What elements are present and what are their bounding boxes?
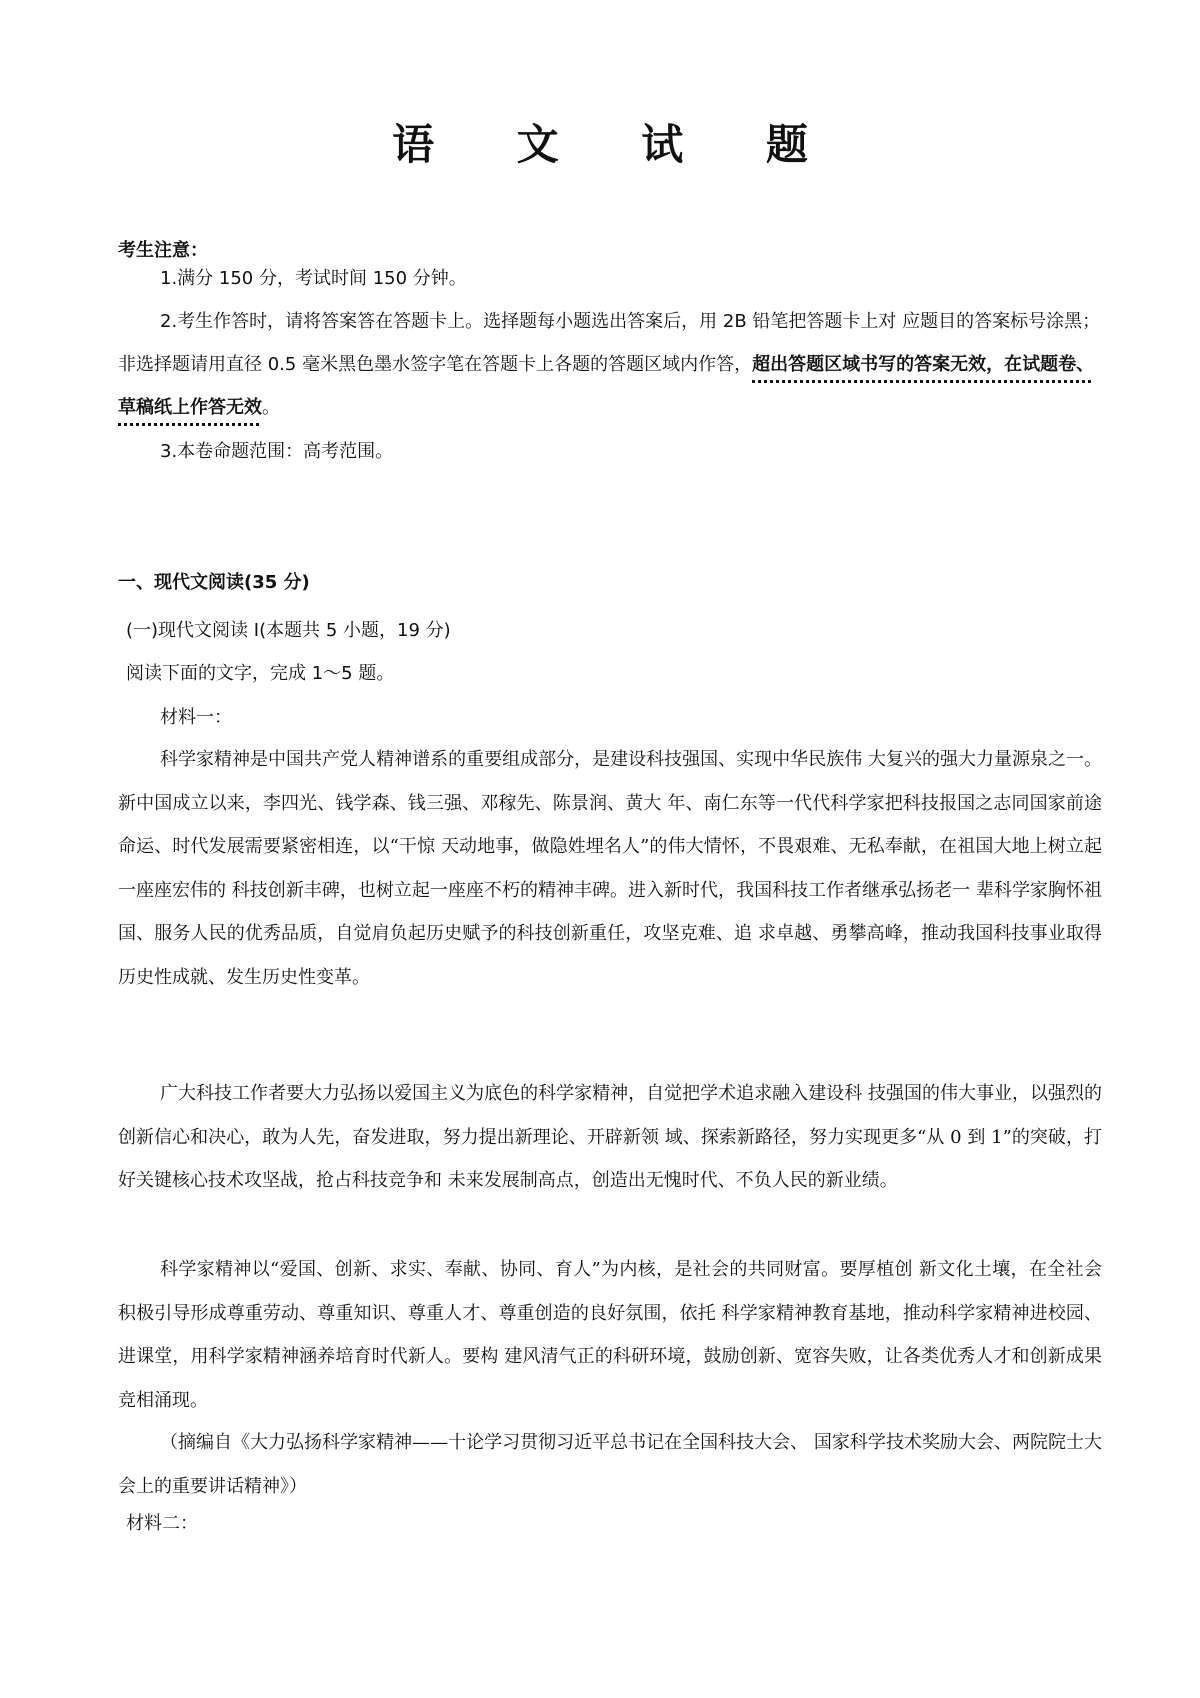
notice-item-3 xyxy=(118,430,1102,473)
notice-item-2 xyxy=(118,300,1102,429)
notice-item-1-text: 1.满分 150 分，考试时间 150 分钟。 xyxy=(160,268,467,289)
section-heading: 一、现代文阅读(35 分) xyxy=(118,572,310,593)
notice-item-2-emphasis: 超出答题区域书写的答案无效，在试题卷、草稿纸上作答无效 xyxy=(118,354,1095,418)
notice-item-2-end: 。 xyxy=(262,397,280,418)
page-title: 语 文 试 题 xyxy=(392,120,842,169)
material-1-paragraph-3: 科学家精神以“爱国、创新、求实、奉献、协同、育人”为内核，是社会的共同财富。要厚植创 新文化土壤，在全社会积极引导形成尊重劳动、尊重知识、尊重人才、尊重创造的良好氛围，依托 科学家精神教育基地，推动科学家精神进校园、进课堂，用科学家精神涵养培育时代新人。要构 建风清气正的科研环境，鼓励创新、宽容失败，让各类优秀人才和创新成果竞相涌现。 xyxy=(118,1259,1102,1411)
notice-item-2-text: 2.考生作答时，请将答案答在答题卡上。选择题每小题选出答案后，用 2B 铅笔把答题卡上对 应题目的答案标号涂黑；非选择题请用直径 0.5 毫米黑色墨水签字笔在答题卡上各题的答题区域内作答， xyxy=(118,311,1101,375)
notice-item-3-text: 3.本卷命题范围：高考范围。 xyxy=(160,441,394,462)
material-1-label: 材料一： xyxy=(160,707,232,728)
material-1-paragraph-2: 广大科技工作者要大力弘扬以爱国主义为底色的科学家精神，自觉把学术追求融入建设科 技强国的伟大事业，以强烈的创新信心和决心，敢为人先，奋发进取，努力提出新理论、开辟新领 域、探索新路径，努力实现更多“从 0 到 1”的突破，打好关键核心技术攻坚战，抢占科技竞争和 未来发展制高点，创造出无愧时代、不负人民的新业绩。 xyxy=(118,1083,1102,1192)
notice-heading: 考生注意： xyxy=(118,240,208,261)
notice-item-1 xyxy=(118,257,1102,300)
subsection-heading: (一)现代文阅读 I(本题共 5 小题，19 分) xyxy=(126,620,451,641)
material-2-label: 材料二： xyxy=(126,1513,198,1534)
reading-instruction: 阅读下面的文字，完成 1～5 题。 xyxy=(126,663,395,684)
material-1-paragraph-1: 科学家精神是中国共产党人精神谱系的重要组成部分，是建设科技强国、实现中华民族伟 大复兴的强大力量源泉之一。新中国成立以来，李四光、钱学森、钱三强、邓稼先、陈景润、黄大 年、南仁东等一代代科学家把科技报国之志同国家前途命运、时代发展需要紧密相连，以“干惊 天动地事，做隐姓埋名人”的伟大情怀，不畏艰难、无私奉献，在祖国大地上树立起一座座宏伟的 科技创新丰碑，也树立起一座座不朽的精神丰碑。进入新时代，我国科技工作者继承弘扬老一 辈科学家胸怀祖国、服务人民的优秀品质，自觉肩负起历史赋予的科技创新重任，攻坚克难、追 求卓越、勇攀高峰，推动我国科技事业取得历史性成就、发生历史性变革。 xyxy=(118,749,1102,988)
material-1-source: （摘编自《大力弘扬科学家精神——十论学习贯彻习近平总书记在全国科技大会、 国家科学技术奖励大会、两院院士大会上的重要讲话精神》） xyxy=(118,1432,1102,1497)
